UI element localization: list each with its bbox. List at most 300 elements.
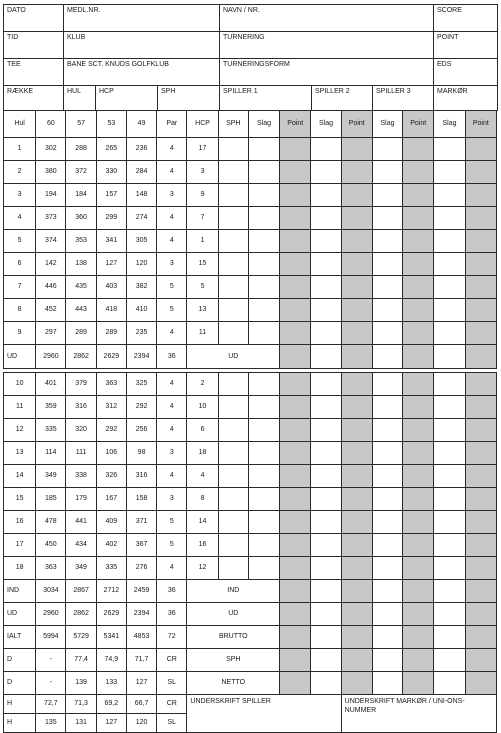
- score-entry-cell[interactable]: [341, 488, 372, 511]
- summary-label: SPH: [187, 649, 280, 672]
- score-entry-cell[interactable]: [280, 253, 311, 276]
- summary-row: [4, 626, 497, 649]
- total-value: 2629: [96, 345, 126, 369]
- score-entry-cell[interactable]: [280, 230, 311, 253]
- hole-value: 373: [36, 207, 66, 230]
- summary-value: 2394: [126, 603, 156, 626]
- score-entry-cell[interactable]: [372, 373, 402, 396]
- hole-value: 441: [66, 511, 96, 534]
- score-entry-cell[interactable]: [434, 419, 465, 442]
- score-entry-cell[interactable]: [311, 557, 341, 580]
- score-entry-cell[interactable]: [372, 322, 402, 345]
- score-entry-cell[interactable]: [434, 465, 465, 488]
- score-entry-cell[interactable]: [248, 442, 279, 465]
- signature-spiller-field[interactable]: UNDERSKRIFT SPILLER: [187, 695, 341, 733]
- hole-value: 330: [96, 161, 126, 184]
- rating-value: H: [4, 714, 36, 733]
- score-entry-cell[interactable]: [372, 419, 402, 442]
- score-entry-cell[interactable]: [465, 465, 496, 488]
- score-entry-cell[interactable]: [280, 488, 311, 511]
- front-nine-table: [3, 110, 497, 369]
- score-entry-cell[interactable]: [465, 161, 496, 184]
- score-entry-cell[interactable]: [372, 626, 402, 649]
- hole-value: 158: [126, 488, 156, 511]
- score-entry-cell[interactable]: [465, 184, 496, 207]
- score-entry-cell[interactable]: [341, 161, 372, 184]
- hole-value: 12: [4, 419, 36, 442]
- score-entry-cell[interactable]: [248, 557, 279, 580]
- score-entry-cell[interactable]: [465, 253, 496, 276]
- score-entry-cell[interactable]: [341, 373, 372, 396]
- score-entry-cell[interactable]: [465, 580, 496, 603]
- hole-value: 6: [4, 253, 36, 276]
- score-entry-cell[interactable]: [280, 161, 311, 184]
- score-entry-cell[interactable]: [434, 299, 465, 322]
- score-entry-cell[interactable]: [218, 465, 248, 488]
- score-entry-cell[interactable]: [434, 276, 465, 299]
- hole-row: [4, 138, 497, 161]
- score-entry-cell[interactable]: [218, 557, 248, 580]
- score-entry-cell[interactable]: [248, 276, 279, 299]
- score-entry-cell[interactable]: [372, 672, 402, 695]
- score-entry-cell[interactable]: [403, 184, 434, 207]
- score-entry-cell[interactable]: [311, 580, 341, 603]
- score-entry-cell[interactable]: [434, 511, 465, 534]
- column-header: Slag: [248, 111, 279, 138]
- score-entry-cell[interactable]: [403, 276, 434, 299]
- score-entry-cell[interactable]: [311, 465, 341, 488]
- score-entry-cell[interactable]: [341, 207, 372, 230]
- score-entry-cell[interactable]: [465, 373, 496, 396]
- score-entry-cell[interactable]: [403, 253, 434, 276]
- score-entry-cell[interactable]: [372, 138, 402, 161]
- score-entry-cell[interactable]: [403, 626, 434, 649]
- medlemsnummer-field[interactable]: MEDL.NR.: [64, 5, 220, 32]
- score-entry-cell[interactable]: [218, 276, 248, 299]
- score-entry-cell[interactable]: [372, 276, 402, 299]
- score-entry-cell[interactable]: [218, 207, 248, 230]
- score-entry-cell[interactable]: [372, 465, 402, 488]
- score-entry-cell[interactable]: [465, 322, 496, 345]
- hole-value: 5: [157, 534, 187, 557]
- score-entry-cell[interactable]: [341, 442, 372, 465]
- score-entry-cell[interactable]: [311, 253, 341, 276]
- score-entry-cell[interactable]: [218, 511, 248, 534]
- score-entry-cell[interactable]: [341, 649, 372, 672]
- score-entry-cell[interactable]: [403, 534, 434, 557]
- score-entry-cell[interactable]: [403, 299, 434, 322]
- score-entry-cell[interactable]: [280, 465, 311, 488]
- hole-value: 297: [36, 322, 66, 345]
- score-entry-cell[interactable]: [248, 184, 279, 207]
- signature-markor-field[interactable]: UNDERSKRIFT MARKØR / UNI-ONS-NUMMER: [341, 695, 496, 733]
- score-entry-cell[interactable]: [434, 396, 465, 419]
- summary-value: IALT: [4, 626, 36, 649]
- sph-field[interactable]: SPH: [158, 86, 220, 111]
- score-entry-cell[interactable]: [434, 442, 465, 465]
- score-entry-cell[interactable]: [280, 603, 311, 626]
- score-entry-cell[interactable]: [434, 138, 465, 161]
- score-entry-cell[interactable]: [311, 442, 341, 465]
- hole-value: 450: [36, 534, 66, 557]
- hole-row: [4, 161, 497, 184]
- score-entry-cell[interactable]: [218, 230, 248, 253]
- score-entry-cell[interactable]: [403, 373, 434, 396]
- hole-value: 316: [126, 465, 156, 488]
- turneringsform-field[interactable]: TURNERINGSFORM: [220, 59, 434, 86]
- score-entry-cell[interactable]: [434, 534, 465, 557]
- score-field[interactable]: SCORE: [434, 5, 498, 32]
- score-entry-cell[interactable]: [311, 626, 341, 649]
- summary-value: 3034: [36, 580, 66, 603]
- score-entry-cell[interactable]: [341, 322, 372, 345]
- score-entry-cell[interactable]: [218, 396, 248, 419]
- hole-value: 9: [4, 322, 36, 345]
- score-entry-cell[interactable]: [372, 299, 402, 322]
- score-entry-cell[interactable]: [465, 557, 496, 580]
- hole-value: 15: [4, 488, 36, 511]
- klub-field[interactable]: KLUB: [64, 32, 220, 59]
- score-entry-cell[interactable]: [434, 649, 465, 672]
- eds-field[interactable]: EDS: [434, 59, 498, 86]
- hole-value: 106: [96, 442, 126, 465]
- column-header: Par: [157, 111, 187, 138]
- score-entry-cell[interactable]: [341, 465, 372, 488]
- score-entry-cell[interactable]: [403, 442, 434, 465]
- score-entry-cell[interactable]: [434, 672, 465, 695]
- score-entry-cell[interactable]: [218, 419, 248, 442]
- summary-value: 5341: [96, 626, 126, 649]
- score-entry-cell[interactable]: [434, 626, 465, 649]
- score-entry-cell[interactable]: [248, 138, 279, 161]
- score-entry-cell[interactable]: [465, 488, 496, 511]
- score-entry-cell[interactable]: [248, 253, 279, 276]
- score-entry-cell[interactable]: [341, 138, 372, 161]
- score-entry-cell[interactable]: [465, 419, 496, 442]
- score-entry-cell[interactable]: [434, 184, 465, 207]
- score-entry-cell[interactable]: [403, 649, 434, 672]
- hole-value: 6: [187, 419, 218, 442]
- score-entry-cell[interactable]: [280, 322, 311, 345]
- score-entry-cell[interactable]: [248, 299, 279, 322]
- score-entry-cell[interactable]: [248, 161, 279, 184]
- spiller2-field[interactable]: SPILLER 2: [312, 86, 373, 111]
- score-entry-cell[interactable]: [403, 672, 434, 695]
- score-entry-cell[interactable]: [434, 253, 465, 276]
- hole-value: 9: [187, 184, 218, 207]
- score-entry-cell[interactable]: [248, 396, 279, 419]
- score-entry-cell[interactable]: [280, 373, 311, 396]
- score-entry-cell[interactable]: [341, 511, 372, 534]
- summary-value: 5729: [66, 626, 96, 649]
- rating-row: [4, 695, 497, 714]
- score-entry-cell[interactable]: [311, 207, 341, 230]
- hole-value: 349: [66, 557, 96, 580]
- score-entry-cell[interactable]: [218, 299, 248, 322]
- summary-value: 2629: [96, 603, 126, 626]
- score-entry-cell[interactable]: [341, 626, 372, 649]
- score-entry-cell[interactable]: [248, 230, 279, 253]
- summary-row: [4, 580, 497, 603]
- score-entry-cell[interactable]: [403, 161, 434, 184]
- score-entry-cell[interactable]: [403, 207, 434, 230]
- score-entry-cell[interactable]: [280, 580, 311, 603]
- score-entry-cell[interactable]: [434, 161, 465, 184]
- score-entry-cell[interactable]: [248, 207, 279, 230]
- hole-value: 4: [157, 373, 187, 396]
- score-entry-cell[interactable]: [434, 603, 465, 626]
- score-entry-cell[interactable]: [311, 488, 341, 511]
- summary-label: NETTO: [187, 672, 280, 695]
- score-entry-cell[interactable]: [248, 511, 279, 534]
- score-entry-cell[interactable]: [465, 396, 496, 419]
- spiller3-field[interactable]: SPILLER 3: [373, 86, 434, 111]
- hole-value: 305: [126, 230, 156, 253]
- hole-value: 446: [36, 276, 66, 299]
- score-entry-cell[interactable]: [372, 488, 402, 511]
- hole-value: 478: [36, 511, 66, 534]
- score-entry-cell[interactable]: [403, 396, 434, 419]
- score-entry-cell[interactable]: [218, 253, 248, 276]
- hole-row: [4, 511, 497, 534]
- total-value: 2394: [126, 345, 156, 369]
- score-entry-cell[interactable]: [372, 603, 402, 626]
- score-entry-cell[interactable]: [218, 373, 248, 396]
- score-entry-cell[interactable]: [341, 672, 372, 695]
- hole-value: 4: [157, 322, 187, 345]
- score-entry-cell[interactable]: [372, 253, 402, 276]
- dato-field[interactable]: DATO: [4, 5, 64, 32]
- score-entry-cell[interactable]: [403, 488, 434, 511]
- total-value: 36: [157, 345, 187, 369]
- score-entry-cell[interactable]: [311, 138, 341, 161]
- score-entry-cell[interactable]: [280, 184, 311, 207]
- score-entry-cell[interactable]: [311, 603, 341, 626]
- score-entry-cell[interactable]: [248, 465, 279, 488]
- score-entry-cell[interactable]: [434, 207, 465, 230]
- hole-row: [4, 207, 497, 230]
- hole-row: [4, 488, 497, 511]
- score-entry-cell[interactable]: [465, 276, 496, 299]
- score-entry-cell[interactable]: [341, 184, 372, 207]
- score-entry-cell[interactable]: [403, 230, 434, 253]
- score-entry-cell[interactable]: [465, 603, 496, 626]
- score-entry-cell[interactable]: [372, 396, 402, 419]
- score-entry-cell[interactable]: [341, 557, 372, 580]
- scorecard-header: [3, 4, 498, 86]
- summary-row: [4, 603, 497, 626]
- hole-value: 5: [187, 276, 218, 299]
- score-entry-cell[interactable]: [248, 534, 279, 557]
- summary-value: 5994: [36, 626, 66, 649]
- markor-field[interactable]: MARKØR: [434, 86, 498, 111]
- column-header-row: [4, 111, 497, 138]
- score-entry-cell[interactable]: [403, 580, 434, 603]
- score-entry-cell[interactable]: [372, 534, 402, 557]
- raekke-field[interactable]: RÆKKE: [4, 86, 64, 111]
- score-entry-cell[interactable]: [434, 373, 465, 396]
- hole-value: 401: [36, 373, 66, 396]
- hole-value: 127: [96, 253, 126, 276]
- score-entry-cell[interactable]: [341, 299, 372, 322]
- navn-field[interactable]: NAVN / NR.: [220, 5, 434, 32]
- total-label: UD: [187, 345, 280, 369]
- hole-value: 194: [36, 184, 66, 207]
- hole-value: 353: [66, 230, 96, 253]
- score-entry-cell[interactable]: [465, 649, 496, 672]
- score-entry-cell[interactable]: [372, 511, 402, 534]
- score-entry-cell[interactable]: [218, 442, 248, 465]
- score-entry-cell[interactable]: [403, 138, 434, 161]
- score-entry-cell[interactable]: [311, 511, 341, 534]
- score-entry-cell[interactable]: [341, 534, 372, 557]
- score-entry-cell[interactable]: [218, 138, 248, 161]
- hul-field[interactable]: HUL: [64, 86, 96, 111]
- score-entry-cell[interactable]: [248, 322, 279, 345]
- column-header: Point: [403, 111, 434, 138]
- score-entry-cell[interactable]: [280, 299, 311, 322]
- score-entry-cell[interactable]: [465, 672, 496, 695]
- rating-value: 72,7: [36, 695, 66, 714]
- score-entry-cell[interactable]: [311, 322, 341, 345]
- score-entry-cell[interactable]: [311, 649, 341, 672]
- score-entry-cell[interactable]: [341, 419, 372, 442]
- summary-label: IND: [187, 580, 280, 603]
- score-entry-cell[interactable]: [341, 580, 372, 603]
- hole-value: 284: [126, 161, 156, 184]
- score-entry-cell[interactable]: [465, 207, 496, 230]
- score-entry-cell[interactable]: [434, 580, 465, 603]
- hole-value: 236: [126, 138, 156, 161]
- score-entry-cell[interactable]: [311, 276, 341, 299]
- hole-value: 4: [157, 230, 187, 253]
- score-entry-cell[interactable]: [280, 649, 311, 672]
- score-entry-cell[interactable]: [465, 442, 496, 465]
- score-entry-cell[interactable]: [341, 396, 372, 419]
- score-entry-cell[interactable]: [465, 138, 496, 161]
- score-entry-cell[interactable]: [280, 396, 311, 419]
- score-entry-cell[interactable]: [341, 253, 372, 276]
- score-entry-cell[interactable]: [311, 373, 341, 396]
- point-field[interactable]: POINT: [434, 32, 498, 59]
- hole-value: 8: [4, 299, 36, 322]
- summary-value: 77,4: [66, 649, 96, 672]
- score-entry-cell[interactable]: [372, 649, 402, 672]
- score-entry-cell[interactable]: [341, 276, 372, 299]
- score-entry-cell[interactable]: [434, 322, 465, 345]
- score-entry-cell[interactable]: [280, 626, 311, 649]
- score-entry-cell[interactable]: [248, 419, 279, 442]
- hole-value: 4: [157, 557, 187, 580]
- score-entry-cell[interactable]: [218, 161, 248, 184]
- score-entry-cell[interactable]: [218, 322, 248, 345]
- score-entry-cell[interactable]: [218, 488, 248, 511]
- score-entry-cell[interactable]: [372, 580, 402, 603]
- hole-value: 335: [36, 419, 66, 442]
- score-entry-cell[interactable]: [341, 230, 372, 253]
- score-entry-cell[interactable]: [372, 442, 402, 465]
- score-entry-cell[interactable]: [280, 207, 311, 230]
- score-entry-cell[interactable]: [280, 442, 311, 465]
- summary-row: [4, 672, 497, 695]
- score-entry-cell[interactable]: [311, 672, 341, 695]
- score-entry-cell[interactable]: [311, 184, 341, 207]
- score-entry-cell[interactable]: [403, 419, 434, 442]
- score-entry-cell[interactable]: [434, 557, 465, 580]
- score-entry-cell[interactable]: [248, 488, 279, 511]
- score-entry-cell[interactable]: [311, 299, 341, 322]
- hole-value: 372: [66, 161, 96, 184]
- score-entry-cell[interactable]: [311, 161, 341, 184]
- hole-value: 4: [157, 138, 187, 161]
- summary-value: 74,9: [96, 649, 126, 672]
- hcp-field[interactable]: HCP: [96, 86, 158, 111]
- score-entry-cell[interactable]: [403, 603, 434, 626]
- back-nine-table: [3, 372, 497, 733]
- spiller1-field[interactable]: SPILLER 1: [220, 86, 312, 111]
- score-entry-cell[interactable]: [280, 138, 311, 161]
- score-entry-cell[interactable]: [403, 511, 434, 534]
- tee-field[interactable]: TEE: [4, 59, 64, 86]
- score-entry-cell[interactable]: [341, 603, 372, 626]
- score-entry-cell[interactable]: [248, 373, 279, 396]
- score-entry-cell[interactable]: [280, 672, 311, 695]
- score-entry-cell[interactable]: [218, 534, 248, 557]
- score-entry-cell[interactable]: [465, 230, 496, 253]
- score-entry-cell[interactable]: [465, 511, 496, 534]
- hole-value: 292: [126, 396, 156, 419]
- score-entry-cell[interactable]: [403, 557, 434, 580]
- score-entry-cell[interactable]: [403, 465, 434, 488]
- score-entry-cell[interactable]: [434, 488, 465, 511]
- turnering-field[interactable]: TURNERING: [220, 32, 434, 59]
- score-entry-cell[interactable]: [311, 534, 341, 557]
- hole-value: 409: [96, 511, 126, 534]
- hole-value: 289: [66, 322, 96, 345]
- score-entry-cell[interactable]: [465, 534, 496, 557]
- hole-value: 120: [126, 253, 156, 276]
- score-entry-cell[interactable]: [403, 322, 434, 345]
- tid-field[interactable]: TID: [4, 32, 64, 59]
- score-entry-cell[interactable]: [280, 534, 311, 557]
- score-entry-cell[interactable]: [311, 396, 341, 419]
- score-entry-cell[interactable]: [372, 207, 402, 230]
- score-entry-cell[interactable]: [311, 230, 341, 253]
- summary-value: 2712: [96, 580, 126, 603]
- hole-value: 18: [187, 442, 218, 465]
- score-entry-cell[interactable]: [465, 626, 496, 649]
- score-entry-cell[interactable]: [465, 299, 496, 322]
- column-header: Slag: [311, 111, 341, 138]
- hole-row: [4, 230, 497, 253]
- score-entry-cell[interactable]: [311, 419, 341, 442]
- score-entry-cell[interactable]: [372, 557, 402, 580]
- score-entry-cell[interactable]: [280, 276, 311, 299]
- score-entry-cell[interactable]: [280, 419, 311, 442]
- score-entry-cell[interactable]: [218, 184, 248, 207]
- summary-value: D: [4, 649, 36, 672]
- score-entry-cell[interactable]: [280, 557, 311, 580]
- score-entry-cell[interactable]: [372, 230, 402, 253]
- hole-row: [4, 557, 497, 580]
- hole-row: [4, 534, 497, 557]
- hole-value: 418: [96, 299, 126, 322]
- score-entry-cell[interactable]: [280, 511, 311, 534]
- score-entry-cell[interactable]: [372, 184, 402, 207]
- score-entry-cell[interactable]: [372, 161, 402, 184]
- hole-value: 2: [4, 161, 36, 184]
- score-entry-cell[interactable]: [434, 230, 465, 253]
